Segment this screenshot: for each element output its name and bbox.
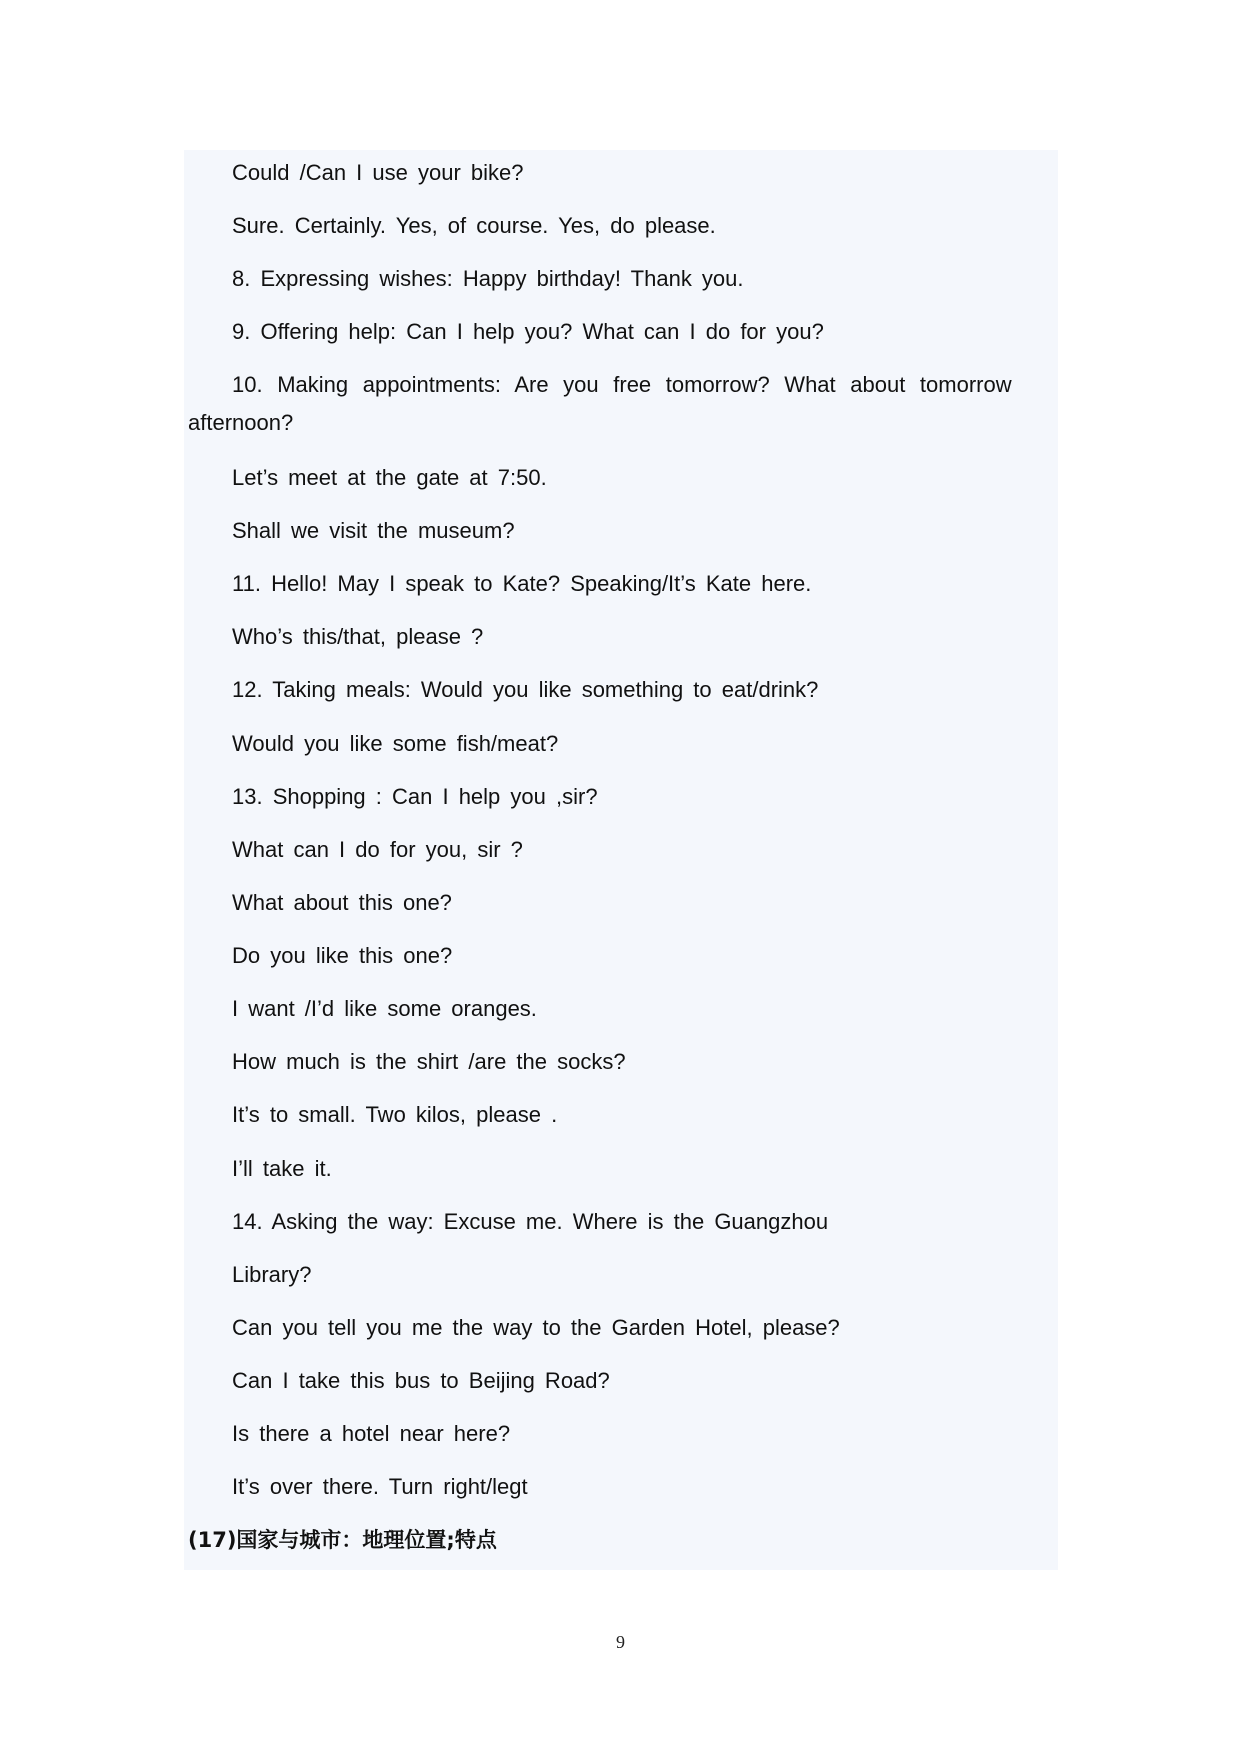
section-heading: (17)国家与城市：地理位置;特点 (188, 1528, 497, 1552)
text-line: Is there a hotel near here? (232, 1421, 511, 1446)
text-line: How much is the shirt /are the socks? (232, 1049, 626, 1074)
text-line: Could /Can I use your bike? (232, 160, 524, 185)
text-line: 10. Making appointments: Are you free tomorrow? What about tomorrow afternoon? (188, 372, 1012, 435)
text-line: Would you like some fish/meat? (232, 731, 559, 756)
text-line: 12. Taking meals: Would you like something to eat/drink? (232, 677, 819, 702)
text-line: Sure. Certainly. Yes, of course. Yes, do please. (232, 213, 716, 238)
text-line: I’ll take it. (232, 1156, 332, 1181)
text-line: Library? (232, 1262, 312, 1287)
text-line: 11. Hello! May I speak to Kate? Speaking/It’s Kate here. (232, 571, 812, 596)
text-line: What about this one? (232, 890, 452, 915)
text-line: Can you tell you me the way to the Garden Hotel, please? (232, 1315, 840, 1340)
document-content (184, 150, 1058, 1570)
page-number: 9 (616, 1632, 625, 1652)
text-line: 8. Expressing wishes: Happy birthday! Thank you. (232, 266, 744, 291)
text-line: I want /I’d like some oranges. (232, 996, 537, 1021)
text-line: Let’s meet at the gate at 7:50. (232, 465, 547, 490)
text-line: What can I do for you, sir ? (232, 837, 523, 862)
text-line: It’s over there. Turn right/legt (232, 1474, 528, 1499)
text-line: Shall we visit the museum? (232, 518, 515, 543)
text-line: Do you like this one? (232, 943, 453, 968)
text-line: Who’s this/that, please ? (232, 624, 484, 649)
text-line: 13. Shopping : Can I help you ,sir? (232, 784, 598, 809)
text-line: It’s to small. Two kilos, please . (232, 1102, 558, 1127)
text-line: Can I take this bus to Beijing Road? (232, 1368, 610, 1393)
text-line: 9. Offering help: Can I help you? What can I do for you? (232, 319, 824, 344)
text-line: 14. Asking the way: Excuse me. Where is the Guangzhou (232, 1209, 829, 1234)
